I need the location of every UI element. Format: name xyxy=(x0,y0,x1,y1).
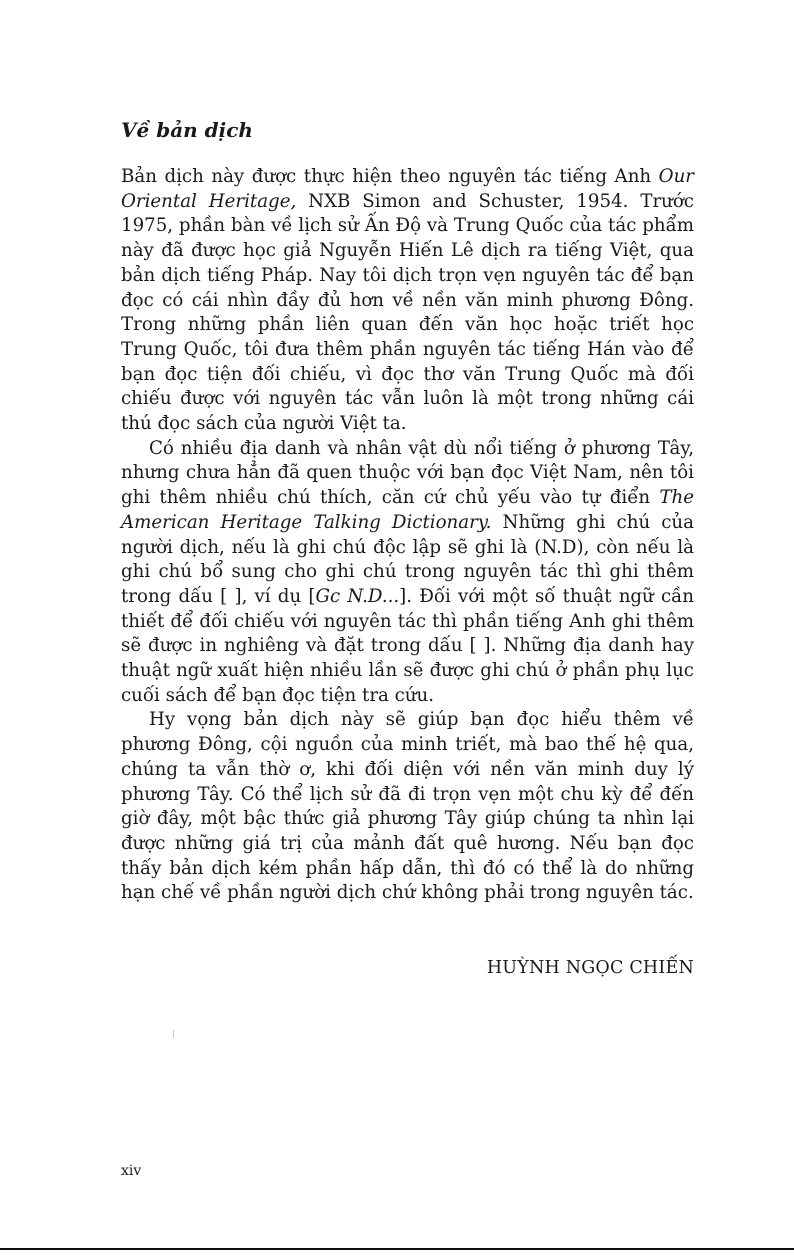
paragraph-2-segment-5: ]. Đối với một số thuật ngữ cần thiết để đối chiếu với nguyên tác thì phần tiếng Anh ghi thêm sẽ được in nghiêng và đặt trong dấu [ ]. Những địa danh hay thuật ngữ xuất hiện nhiều lần sẽ được ghi chú ở phần phụ lục cuối sách để bạn đọc tiện tra cứu. xyxy=(121,585,694,706)
paragraph-3 xyxy=(121,708,694,906)
paragraph-1-segment-1: Bản dịch này được thực hiện theo nguyên tác tiếng Anh xyxy=(121,166,659,187)
bottom-border xyxy=(0,1248,794,1250)
note-example-italic: Gc N.D... xyxy=(315,585,400,607)
translator-signature: HUỲNH NGỌC CHIẾN xyxy=(486,958,694,978)
book-title-italic: Our Oriental Heritage, xyxy=(121,166,694,212)
paragraph-1-segment-3: NXB Simon and Schuster, 1954. Trước 1975, phần bàn về lịch sử Ấn Độ và Trung Quốc của tác phẩm này đã được học giả Nguyễn Hiến Lê dịch ra tiếng Việt, qua bản dịch tiếng Pháp. Nay tôi dịch trọn vẹn nguyên tác để bạn đọc có cái nhìn đầy đủ hơn về nền văn minh phương Đông. Trong những phần liên quan đến văn học hoặc triết học Trung Quốc, tôi đưa thêm phần nguyên tác tiếng Hán vào để bạn đọc tiện đối chiếu, vì đọc thơ văn Trung Quốc mà đối chiếu được với nguyên tác vẫn luôn là một trong những cái thú đọc sách của người Việt ta. xyxy=(121,190,694,435)
dictionary-title-italic: The American Heritage Talking Dictionary. xyxy=(121,487,694,533)
paragraph-2-segment-3: Những ghi chú của người dịch, nếu là ghi chú độc lập sẽ ghi là (N.D), còn nếu là ghi chú bổ sung cho ghi chú trong nguyên tác thì ghi thêm trong dấu [ ], ví dụ [ xyxy=(121,511,694,607)
paragraph-1 xyxy=(121,165,694,437)
page-number: xiv xyxy=(121,1163,142,1179)
body-text xyxy=(121,165,694,906)
paragraph-2-segment-1: Có nhiều địa danh và nhân vật dù nổi tiếng ở phương Tây, nhưng chưa hẳn đã quen thuộc với bạn đọc Việt Nam, nên tôi ghi thêm nhiều chú thích, căn cứ chủ yếu vào tự điển xyxy=(121,437,694,509)
scan-mark xyxy=(173,1030,174,1038)
paragraph-3-segment-1: Hy vọng bản dịch này sẽ giúp bạn đọc hiểu thêm về phương Đông, cội nguồn của minh triết, mà bao thế hệ qua, chúng ta vẫn thờ ơ, khi đối diện với nền văn minh duy lý phương Tây. Có thể lịch sử đã đi trọn vẹn một chu kỳ để đến giờ đây, một bậc thức giả phương Tây giúp chúng ta nhìn lại được những giá trị của mảnh đất quê hương. Nếu bạn đọc thấy bản dịch kém phần hấp dẫn, thì đó có thể là do những hạn chế về phần người dịch chứ không phải trong nguyên tác. xyxy=(121,709,694,904)
paragraph-2 xyxy=(121,437,694,709)
section-heading: Về bản dịch xyxy=(121,118,253,142)
